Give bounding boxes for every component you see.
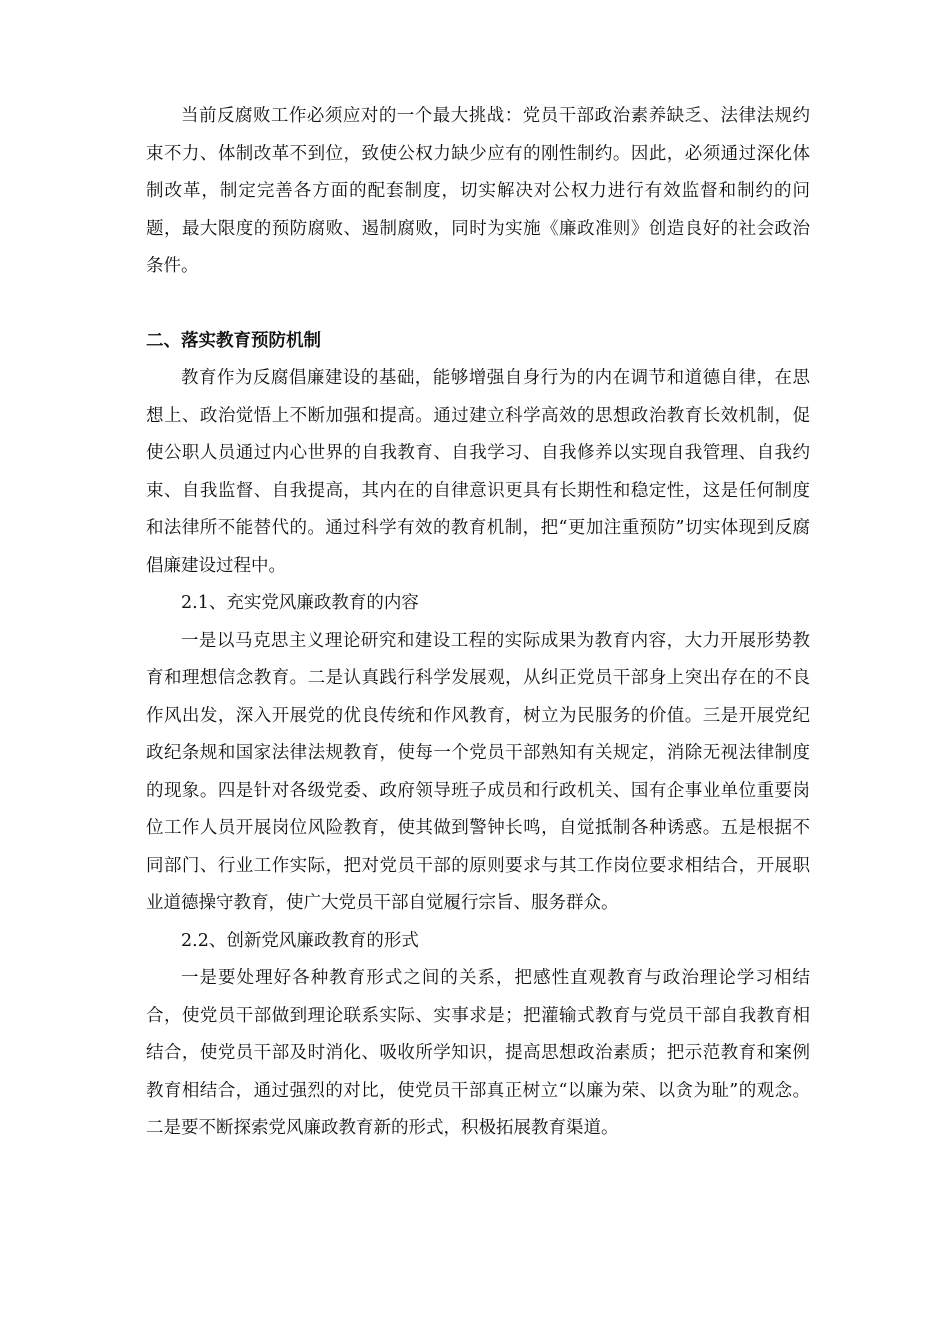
paragraph-spacer	[146, 286, 810, 323]
form-paragraph: 一是要处理好各种教育形式之间的关系，把感性直观教育与政治理论学习相结合，使党员干部做到理论联系实际、实事求是；把灌输式教育与党员干部自我教育相结合，使党员干部及时消化、吸收所学知识，提高思想政治素质；把示范教育和案例教育相结合，通过强烈的对比，使党员干部真正树立“以廉为荣、以贪为耻”的观念。二是要不断探索党风廉政教育新的形式，积极拓展教育渠道。	[146, 968, 810, 1138]
section-heading: 二、落实教育预防机制	[146, 330, 321, 351]
intro-paragraph: 当前反腐败工作必须应对的一个最大挑战：党员干部政治素养缺乏、法律法规约束不力、体制改革不到位，致使公权力缺少应有的刚性制约。因此，必须通过深化体制改革，制定完善各方面的配套制度，切实解决对公权力进行有效监督和制约的问题，最大限度的预防腐败、遏制腐败，同时为实施《廉政准则》创造良好的社会政治条件。	[146, 106, 810, 276]
subheading-form: 2.2、创新党风廉政教育的形式	[181, 930, 419, 951]
content-paragraph: 一是以马克思主义理论研究和建设工程的实际成果为教育内容，大力开展形势教育和理想信念教育。二是认真践行科学发展观，从纠正党员干部身上突出存在的不良作风出发，深入开展党的优良传统和作风教育，树立为民服务的价值。三是开展党纪政纪条规和国家法律法规教育，使每一个党员干部熟知有关规定，消除无视法律制度的现象。四是针对各级党委、政府领导班子成员和行政机关、国有企事业单位重要岗位工作人员开展岗位风险教育，使其做到警钟长鸣，自觉抵制各种诱惑。五是根据不同部门、行业工作实际，把对党员干部的原则要求与其工作岗位要求相结合，开展职业道德操守教育，使广大党员干部自觉履行宗旨、服务群众。	[146, 630, 810, 913]
subheading-content: 2.1、充实党风廉政教育的内容	[181, 593, 419, 613]
section-intro-paragraph: 教育作为反腐倡廉建设的基础，能够增强自身行为的内在调节和道德自律，在思想上、政治觉悟上不断加强和提高。通过建立科学高效的思想政治教育长效机制，促使公职人员通过内心世界的自我教育、自我学习、自我修养以实现自我管理、自我约束、自我监督、自我提高，其内在的自律意识更具有长期性和稳定性，这是任何制度和法律所不能替代的。通过科学有效的教育机制，把“更加注重预防”切实体现到反腐倡廉建设过程中。	[146, 368, 810, 576]
document-page	[146, 98, 810, 1148]
